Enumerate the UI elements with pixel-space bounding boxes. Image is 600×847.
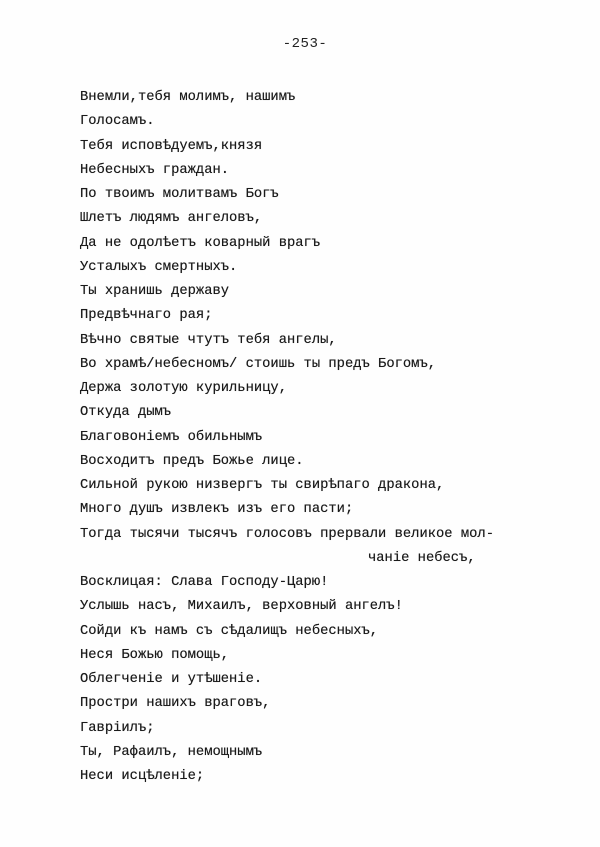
text-line: Тебя исповѣдуемъ,князя — [80, 138, 263, 154]
text-line: Неся Божью помощь, — [80, 647, 230, 663]
text-line: Шлетъ людямъ ангеловъ, — [80, 211, 263, 227]
text-line: Облегченіе и утѣшеніе. — [80, 672, 263, 687]
text-line: Ты, Рафаилъ, немощнымъ — [80, 744, 263, 760]
text-line: Да не одолѣетъ коварный врагъ — [80, 235, 321, 251]
text-line: Сильной рукою низвергъ ты свирѣпаго дракона, — [80, 478, 445, 493]
poem-text — [80, 86, 494, 789]
text-line: Неси исцѣленіе; — [80, 769, 205, 784]
text-line: Усталыхъ смертныхъ. — [80, 259, 238, 275]
text-line: Предвѣчнаго рая; — [80, 308, 213, 324]
text-line: Сойди къ намъ съ сѣдалищъ небесныхъ, — [80, 623, 379, 639]
text-line: Восходитъ предъ Божье лице. — [80, 453, 304, 469]
text-line: Голосамъ. — [80, 114, 155, 130]
text-line: Тогда тысячи тысячъ голосовъ прервали великое мол- — [80, 526, 494, 542]
text-line: Благовоніемъ обильнымъ — [80, 429, 263, 445]
page-number: -253- — [282, 36, 328, 52]
text-line: Вѣчно святые чтутъ тебя ангелы, — [80, 332, 337, 348]
text-line: Во храмѣ/небесномъ/ стоишь ты предъ Богомъ, — [80, 356, 437, 372]
text-line: По твоимъ молитвамъ Богъ — [80, 187, 279, 202]
text-line: Гавріилъ; — [80, 720, 155, 736]
text-line-continuation: чаніе небесъ, — [368, 550, 476, 566]
text-line: Услышь насъ, Михаилъ, верховный ангелъ! — [80, 599, 403, 615]
text-line: Откуда дымъ — [80, 405, 172, 421]
text-line: Держа золотую курильницу, — [80, 381, 287, 396]
text-line: Простри нашихъ враговъ, — [80, 696, 271, 712]
text-line: Восклицая: Слава Господу-Царю! — [80, 575, 329, 590]
text-line: Ты хранишь державу — [80, 284, 230, 299]
text-line: Внемли,тебя молимъ, нашимъ — [80, 90, 296, 105]
text-line: Небесныхъ граждан. — [80, 162, 230, 178]
text-line: Много душъ извлекъ изъ его пасти; — [80, 502, 354, 518]
